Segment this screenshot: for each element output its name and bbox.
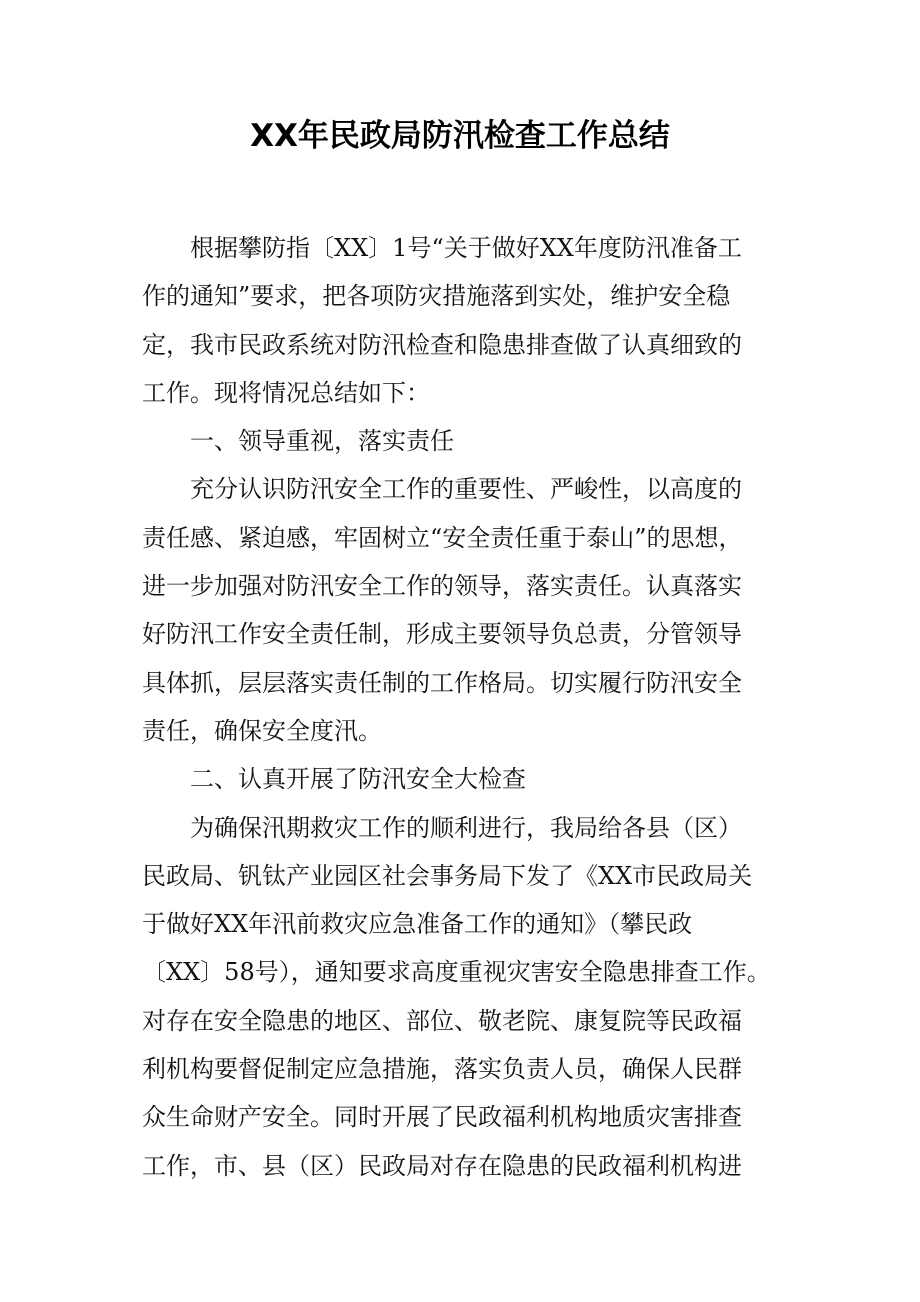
paragraph-line: 工作。现将情况总结如下： bbox=[142, 378, 430, 407]
section-heading: 一、领导重视，落实责任 bbox=[190, 427, 454, 456]
paragraph-line: 定，我市民政系统对防汛检查和隐患排查做了认真细致的 bbox=[142, 330, 742, 359]
paragraph-line: 民政局、钒钛产业园区社会事务局下发了《XX市民政局关 bbox=[142, 861, 753, 890]
paragraph-line: 进一步加强对防汛安全工作的领导，落实责任。认真落实 bbox=[142, 572, 742, 601]
paragraph-line: 为确保汛期救灾工作的顺利进行，我局给各县（区） bbox=[190, 813, 742, 842]
paragraph-line: 根据攀防指〔XX〕1号“关于做好XX年度防汛准备工 bbox=[190, 234, 742, 262]
paragraph-line: 具体抓，层层落实责任制的工作格局。切实履行防汛安全 bbox=[142, 668, 742, 697]
paragraph-line: 工作，市、县（区）民政局对存在隐患的民政福利机构进 bbox=[142, 1151, 742, 1180]
paragraph-line: 好防汛工作安全责任制，形成主要领导负总责，分管领导 bbox=[142, 620, 742, 649]
paragraph-line: 众生命财产安全。同时开展了民政福利机构地质灾害排查 bbox=[142, 1103, 742, 1132]
paragraph-line: 利机构要督促制定应急措施，落实负责人员，确保人民群 bbox=[142, 1055, 742, 1084]
paragraph-line: 责任，确保安全度汛。 bbox=[142, 716, 382, 745]
paragraph-line: 责任感、紧迫感，牢固树立“安全责任重于泰山”的思想， bbox=[142, 523, 743, 552]
paragraph-line: 充分认识防汛安全工作的重要性、严峻性，以高度的 bbox=[190, 475, 742, 504]
section-heading: 二、认真开展了防汛安全大检查 bbox=[190, 765, 526, 794]
paragraph-line: 对存在安全隐患的地区、部位、敬老院、康复院等民政福 bbox=[142, 1006, 742, 1035]
paragraph-line: 〔XX〕58号），通知要求高度重视灾害安全隐患排查工作。 bbox=[142, 958, 771, 987]
paragraph-line: 于做好XX年汛前救灾应急准备工作的通知》（攀民政 bbox=[142, 910, 693, 939]
document-body bbox=[142, 224, 778, 1190]
document-title: XX年民政局防汛检查工作总结 bbox=[250, 118, 670, 154]
paragraph-line: 作的通知”要求，把各项防灾措施落到实处，维护安全稳 bbox=[142, 282, 731, 311]
